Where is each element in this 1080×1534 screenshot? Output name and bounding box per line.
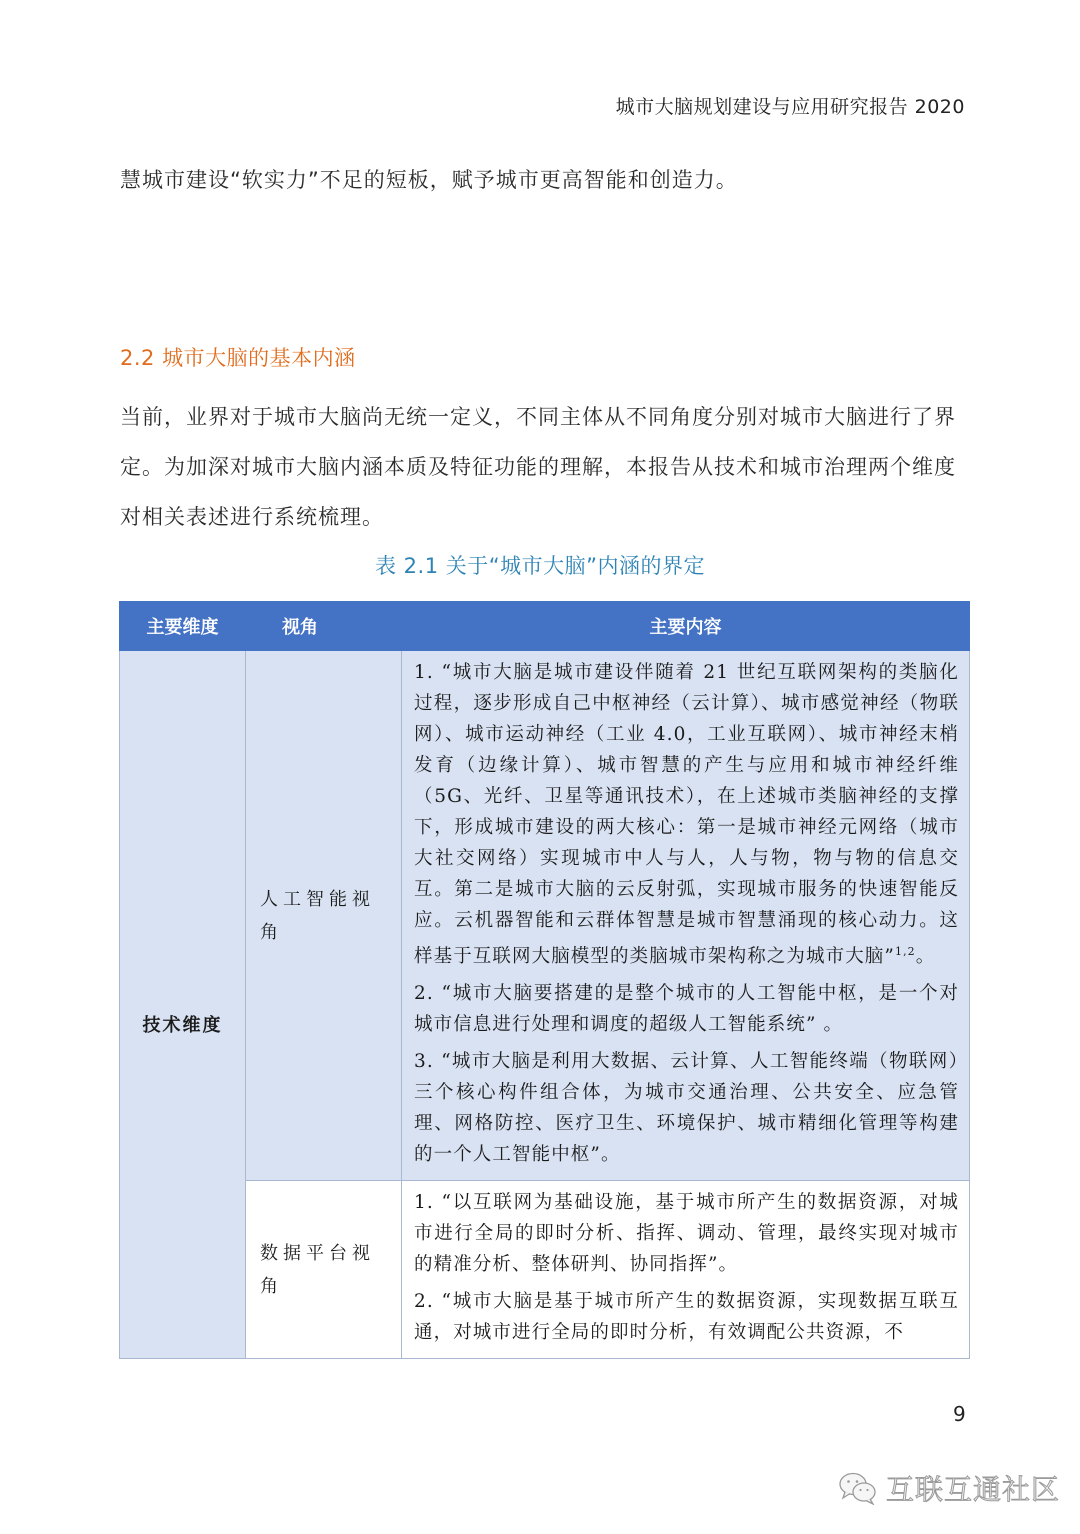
entry-text: 1. “城市大脑是城市建设伴随着 21 世纪互联网架构的类脑化过程，逐步形成自己中枢神经（云计算）、城市感觉神经（物联网）、城市运动神经（工业 4.0，工业互联网）、城市神经末梢发育（边缘计算）、城市智慧的产生与应用和城市神经纤维（5G、光纤、卫星等通讯技术），在上述城市类脑神经的支撑下，形成城市建设的两大核心：第一是城市神经元网络（城市大社交网络）实现城市中人与人，人与物，物与物的信息交互。第二是城市大脑的云反射弧，实现城市服务的快速智能反应。云机器智能和云群体智慧是城市智慧涌现的核心动力。这样基于互联网大脑模型的类脑城市架构称之为城市大脑” [414,662,959,968]
definition-entry: 3. “城市大脑是利用大数据、云计算、人工智能终端（物联网）三个核心构件组合体，为城市交通治理、公共安全、应急管理、网格防控、医疗卫生、环境保护、城市精细化管理等构建的一个人工智能中枢”。 [414,1051,959,1166]
dimension-cell: 技术维度 [120,651,246,1359]
table-row [120,651,970,1181]
definition-entry: 1. “以互联网为基础设施，基于城市所产生的数据资源，对城市进行全局的即时分析、指挥、调动、管理，最终实现对城市的精准分析、整体研判、协同指挥”。 [414,1192,959,1276]
header-dimension: 主要维度 [120,602,246,651]
entry-end: 。 [915,946,936,968]
continued-paragraph: 慧城市建设“软实力”不足的短板，赋予城市更高智能和创造力。 [120,168,738,192]
watermark [838,1468,1060,1508]
definition-entry: 2. “城市大脑是基于城市所产生的数据资源，实现数据互联互通，对城市进行全局的即时分析，有效调配公共资源，不 [414,1291,959,1344]
content-cell [402,651,970,1181]
page-number: 9 [953,1402,966,1426]
content-cell [402,1181,970,1359]
intro-paragraph: 当前，业界对于城市大脑尚无统一定义，不同主体从不同角度分别对城市大脑进行了界定。为加深对城市大脑内涵本质及特征功能的理解，本报告从技术和城市治理两个维度对相关表述进行系统梳理。 [120,405,956,529]
header-perspective: 视角 [246,602,402,651]
running-header: 城市大脑规划建设与应用研究报告 2020 [615,96,965,118]
table-row [120,1181,970,1359]
section-heading: 2.2 城市大脑的基本内涵 [120,346,356,370]
perspective-cell: 人工智能视角 [246,651,402,1181]
perspective-cell: 数据平台视角 [246,1181,402,1359]
table-caption: 表 2.1 关于“城市大脑”内涵的界定 [374,554,705,578]
watermark-text: 互联互通社区 [886,1473,1061,1506]
wechat-icon [838,1471,878,1505]
definition-entry: 2. “城市大脑要搭建的是整个城市的人工智能中枢，是一个对城市信息进行处理和调度的超级人工智能系统” 。 [414,983,959,1036]
definition-entry [414,657,959,972]
table-header-row [120,602,970,651]
definition-table [119,601,970,1359]
header-content: 主要内容 [402,602,970,651]
citation-marker: 1,2 [894,945,916,958]
